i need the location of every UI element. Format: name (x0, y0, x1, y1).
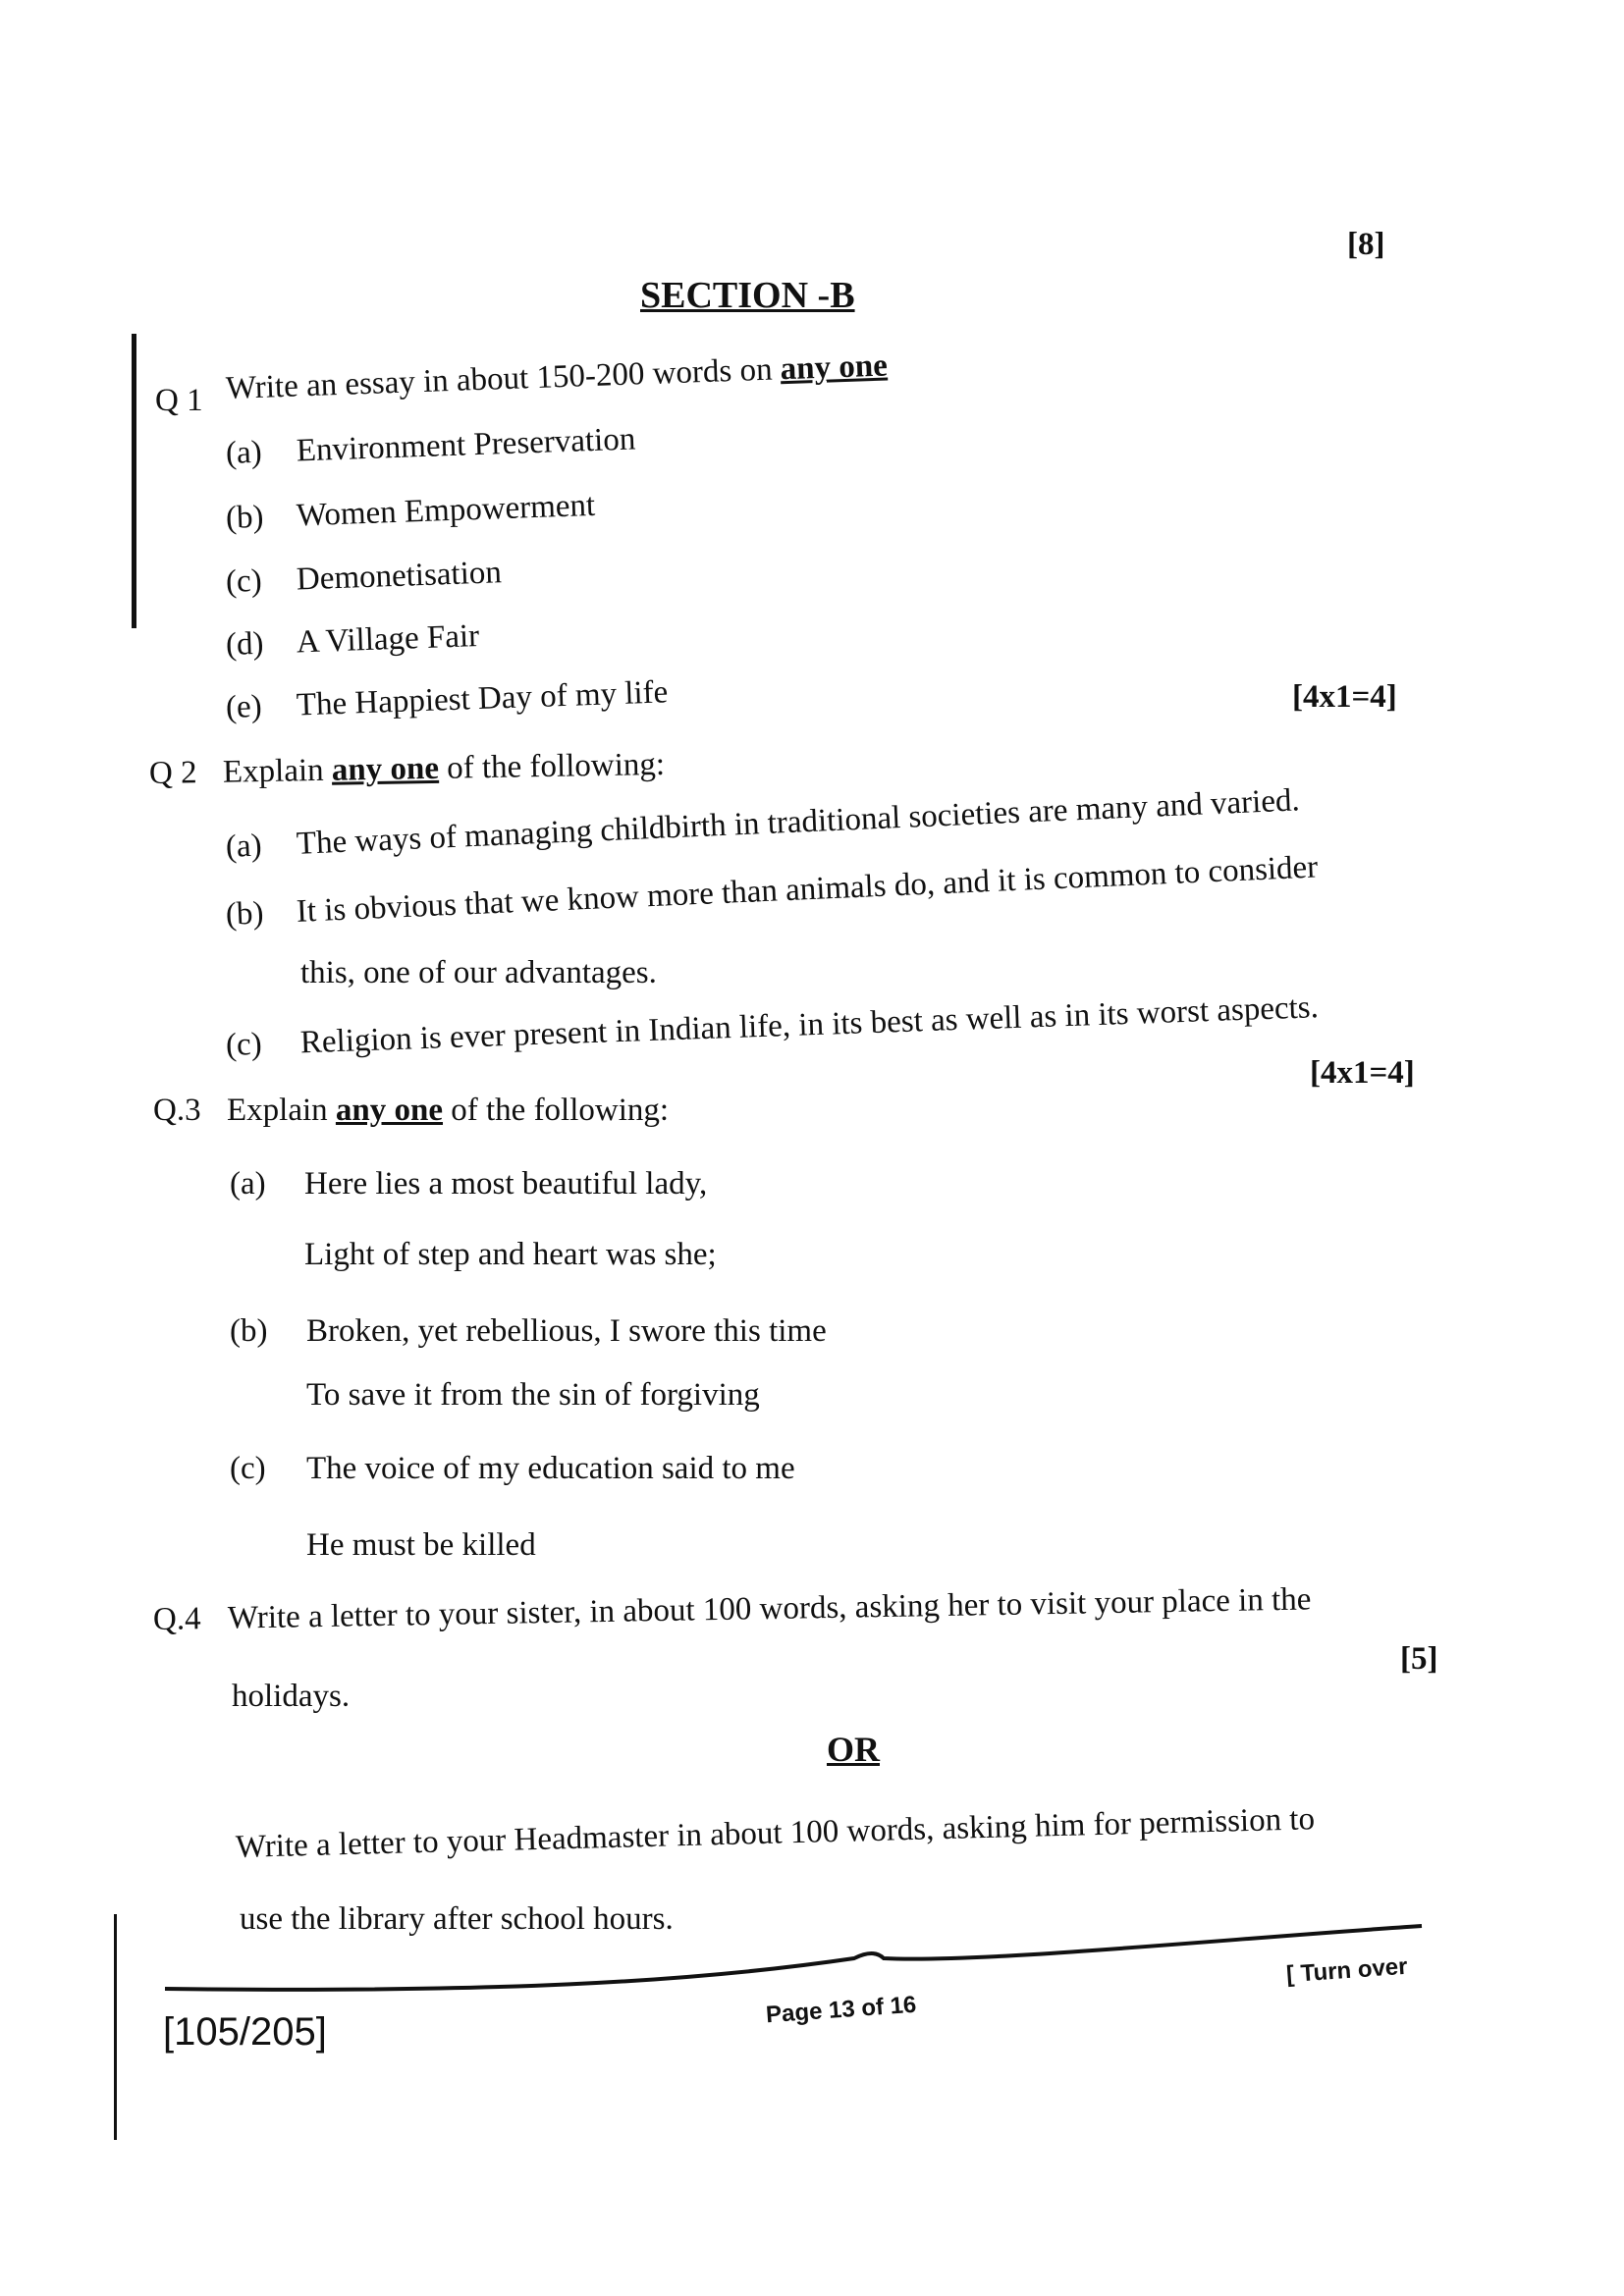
option-label: (b) (230, 1313, 268, 1349)
option-text: Environment Preservation (296, 421, 636, 469)
option-label: (d) (225, 625, 265, 663)
option-line: Here lies a most beautiful lady, (304, 1166, 708, 1201)
q3-option-line2: Light of step and heart was she; (304, 1237, 717, 1272)
q1-number: Q 1 (155, 383, 203, 418)
q1-marks: [4x1=4] (1292, 679, 1397, 715)
footer-turn-over: [ Turn over (1285, 1952, 1409, 1989)
q3-emphasis: any one (335, 1093, 444, 1128)
q3-prompt-pre: Explain (227, 1093, 328, 1128)
option-label: (c) (230, 1451, 266, 1486)
option-label: (a) (225, 434, 263, 471)
option-label: (b) (225, 895, 265, 933)
option-text: Demonetisation (296, 555, 503, 598)
option-text: A Village Fair (296, 617, 480, 661)
q4-marks: [5] (1400, 1641, 1438, 1677)
option-label: (c) (225, 1026, 263, 1063)
q3-option-line2: He must be killed (306, 1527, 536, 1563)
q4-alt-line2: use the library after school hours. (240, 1901, 674, 1937)
option-label: (b) (225, 499, 265, 536)
option-label: (a) (225, 828, 263, 865)
q3-option-line2: To save it from the sin of forgiving (306, 1377, 760, 1413)
or-divider: OR (827, 1730, 880, 1769)
q4-alt-line1: Write a letter to your Headmaster in about 100 words, asking him for permission to (235, 1801, 1316, 1865)
q2-emphasis: any one (331, 750, 440, 788)
option-line: The voice of my education said to me (306, 1451, 795, 1486)
option-text: The Happiest Day of my life (296, 674, 669, 723)
option-line: Broken, yet rebellious, I swore this time (306, 1313, 827, 1349)
option-text: It is obvious that we know more than animals do, and it is common to consider (296, 849, 1319, 930)
q4-number: Q.4 (152, 1601, 201, 1637)
q4-line1: Write a letter to your sister, in about 100 words, asking her to visit your place in the (227, 1581, 1312, 1636)
option-label: (e) (225, 688, 263, 725)
option-text: The ways of managing childbirth in traditional societies are many and varied. (296, 782, 1301, 862)
section-marks: [8] (1347, 227, 1385, 262)
option-label: (a) (230, 1166, 266, 1201)
q2-prompt-post: of the following: (446, 746, 666, 786)
q2-number: Q 2 (148, 755, 197, 791)
option-text: Women Empowerment (296, 487, 596, 534)
option-label: (c) (225, 562, 263, 600)
q2-option-cont: this, one of our advantages. (300, 955, 657, 990)
section-title: SECTION -B (640, 275, 855, 316)
q3-number: Q.3 (153, 1093, 201, 1128)
q1-prompt-text: Write an essay in about 150-200 words on (225, 351, 774, 406)
footer-page-number: Page 13 of 16 (765, 1991, 918, 2029)
q1-emphasis: any one (780, 347, 889, 388)
q3-prompt-post: of the following: (451, 1093, 670, 1128)
q4-line2: holidays. (232, 1679, 351, 1714)
footer-code: [105/205] (163, 2010, 327, 2054)
q2-marks: [4x1=4] (1310, 1055, 1415, 1091)
q2-prompt-pre: Explain (222, 752, 324, 790)
option-text: Religion is ever present in Indian life, in its best as well as in its worst aspects. (299, 989, 1320, 1061)
